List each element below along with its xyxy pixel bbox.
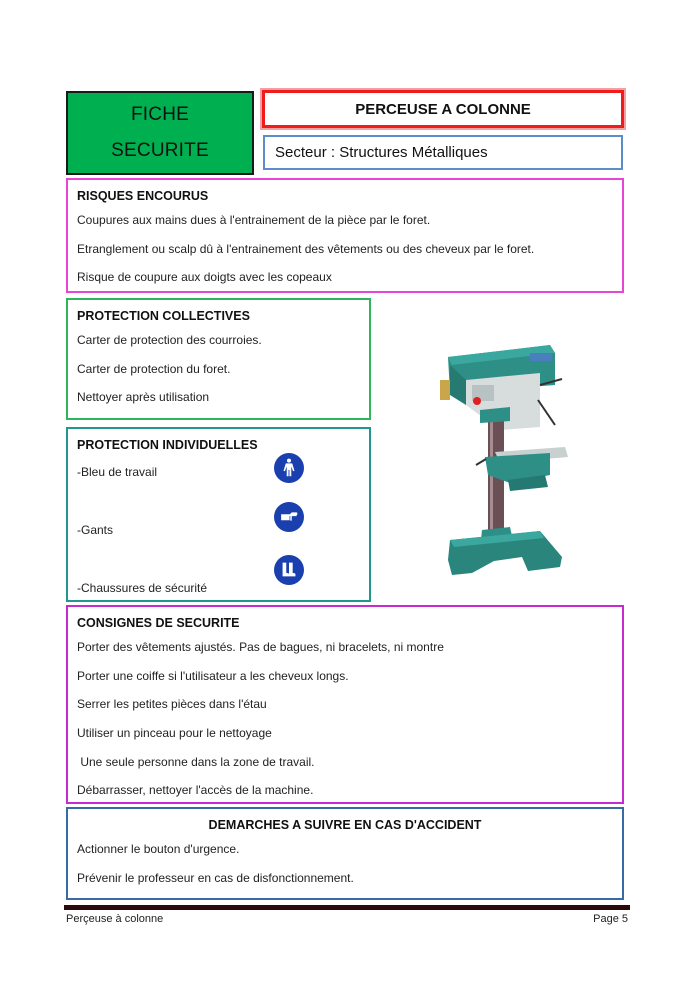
list-item: Nettoyer après utilisation [77, 390, 210, 404]
sector-label: Secteur : Structures Métalliques [275, 144, 488, 161]
list-item: Porter des vêtements ajustés. Pas de bagues, ni bracelets, ni montre [77, 640, 444, 654]
list-item: Prévenir le professeur en cas de disfonctionnement. [77, 870, 354, 885]
list-item: Actionner le bouton d'urgence. [77, 842, 240, 856]
section-title: PROTECTION COLLECTIVES [77, 309, 250, 323]
protection-collective-section [66, 298, 371, 420]
page-title: PERCEUSE A COLONNE [355, 100, 531, 118]
list-item: Débarrasser, nettoyer l'accès de la machine. [77, 783, 314, 798]
sector-box [263, 135, 623, 170]
list-item: Porter une coiffe si l'utilisateur a les cheveux longs. [77, 668, 349, 683]
page-number: Page 5 [593, 913, 628, 925]
fiche-label: FICHE [131, 104, 189, 125]
demarches-section [66, 807, 624, 900]
drill-press-image [410, 335, 580, 580]
list-item: Etranglement ou scalp dû à l'entrainement des vêtements ou des cheveux par le foret. [77, 241, 535, 256]
section-title: RISQUES ENCOURUS [77, 189, 209, 203]
consignes-section [66, 605, 624, 804]
ppe-item-label: -Gants [77, 523, 114, 537]
fiche-securite-badge [66, 91, 254, 175]
list-item: Une seule personne dans la zone de travail. [77, 754, 315, 769]
coverall-icon [274, 453, 304, 483]
list-item: Serrer les petites pièces dans l'étau [77, 697, 267, 712]
footer-doc-title: Perçeuse à colonne [66, 913, 164, 925]
section-title: CONSIGNES DE SECURITE [77, 616, 240, 630]
list-item: Carter de protection du foret. [77, 361, 231, 376]
safety-boots-icon [274, 555, 304, 585]
ppe-item-label: -Bleu de travail [77, 465, 158, 479]
gloves-icon [274, 502, 304, 532]
footer-divider [64, 905, 630, 910]
list-item: Risque de coupure aux doigts avec les copeaux [77, 270, 332, 284]
list-item: Utiliser un pinceau pour le nettoyage [77, 726, 272, 741]
section-title: PROTECTION INDIVIDUELLES [77, 438, 258, 452]
list-item: Coupures aux mains dues à l'entrainement de la pièce par le foret. [77, 213, 431, 227]
machine-title-box [262, 90, 624, 128]
list-item: Carter de protection des courroies. [77, 333, 262, 347]
securite-label: SECURITE [111, 140, 209, 161]
risques-section [66, 178, 624, 293]
ppe-item-label: -Chaussures de sécurité [77, 581, 208, 595]
section-title: DEMARCHES A SUIVRE EN CAS D'ACCIDENT [208, 818, 482, 832]
protection-individuelle-section [66, 427, 371, 602]
